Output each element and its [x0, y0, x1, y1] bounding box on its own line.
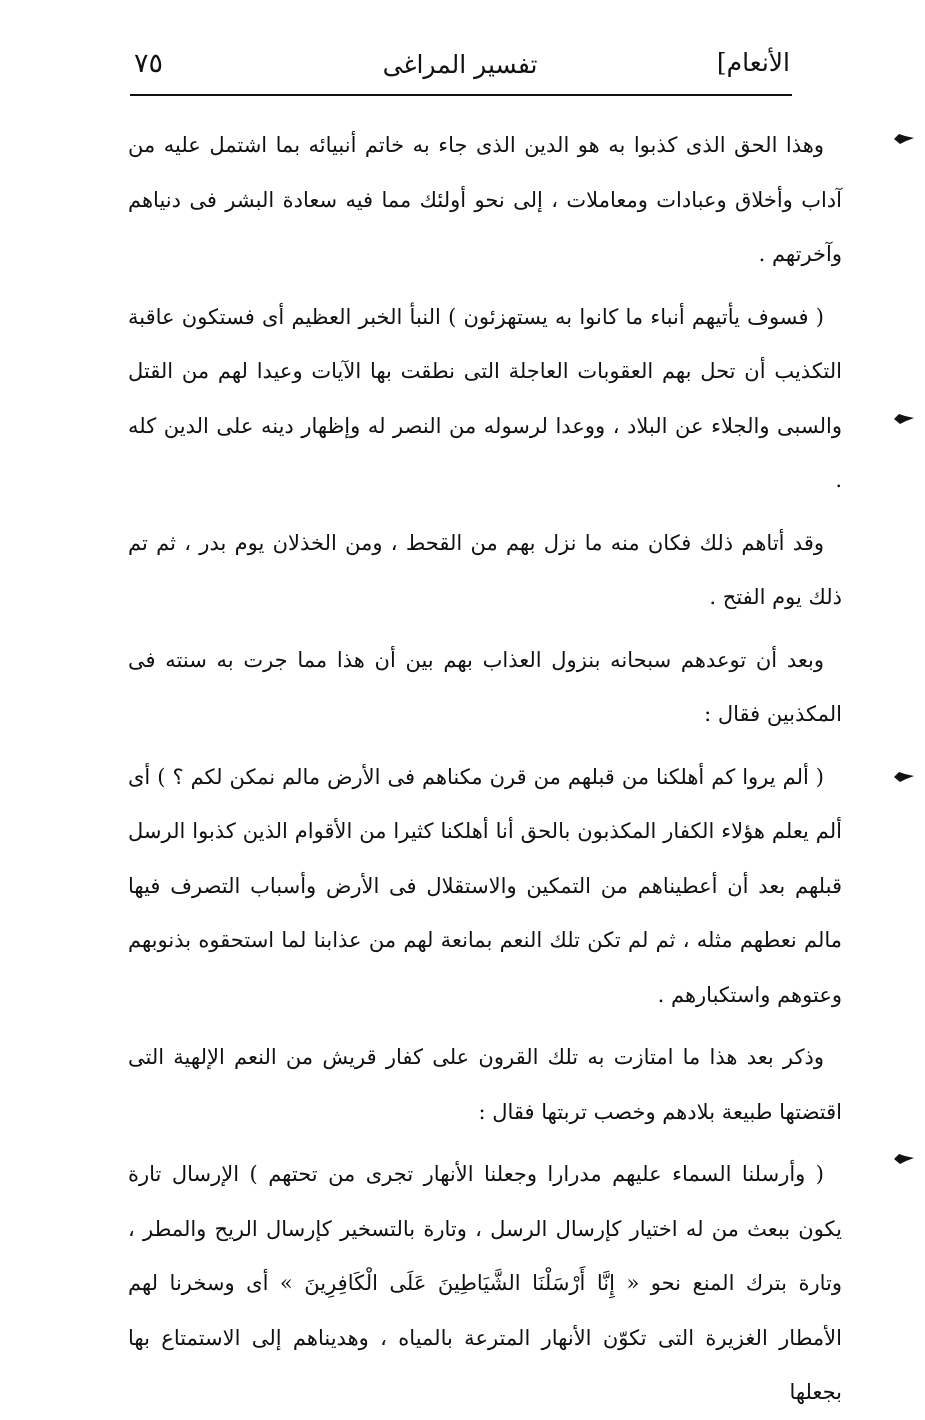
page-header [130, 48, 790, 94]
page-number: ٧٥ [134, 48, 164, 79]
margin-ornament-icon [893, 1152, 915, 1166]
paragraph: وذكر بعد هذا ما امتازت به تلك القرون على كفار قريش من النعم الإلهية التى اقتضتها طبيعة بلادهم وخصب تربتها فقال : [128, 1045, 842, 1124]
paragraph: ( فسوف يأتيهم أنباء ما كانوا به يستهزئون ) النبأ الخبر العظيم أى فستكون عاقبة التكذيب أن تحل بهم العقوبات العاجلة التى نطقت بها الآيات وعيدا لهم من القتل والسبى والجلاء عن البلاد ، ووعدا لرسوله من النصر له وإظهار دينه على الدين كله . [128, 304, 842, 492]
margin-ornament-icon [893, 770, 915, 784]
margin-ornament-icon [893, 412, 915, 426]
paragraph: وبعد أن توعدهم سبحانه بنزول العذاب بهم بين أن هذا مما جرت به سنته فى المكذبين فقال : [128, 647, 842, 726]
paragraph: وقد أتاهم ذلك فكان منه ما نزل بهم من القحط ، ومن الخذلان يوم بدر ، ثم تم ذلك يوم الفتح . [128, 530, 842, 609]
paragraph: وهذا الحق الذى كذبوا به هو الدين الذى جاء به خاتم أنبيائه بما اشتمل عليه من آداب وأخلاق وعبادات ومعاملات ، إلى نحو أولئك مما فيه سعادة البشر فى دنياهم وآخرتهم . [128, 133, 842, 266]
paragraph: ( ألم يروا كم أهلكنا من قبلهم من قرن مكناهم فى الأرض مالم نمكن لكم ؟ ) أى ألم يعلم هؤلاء الكفار المكذبون بالحق أنا أهلكنا كثيرا من الأقوام الذين كذبوا الرسل قبلهم بعد أن أعطيناهم من التمكين والاستقلال فى الأرض وأسباب التصرف فيها مالم نعطهم مثله ، ثم لم تكن تلك النعم بمانعة لهم من عذابنا لما استحقوه بذنوبهم وعتوهم واستكبارهم . [128, 764, 842, 1007]
page-body [128, 118, 842, 1420]
paragraph: ( وأرسلنا السماء عليهم مدرارا وجعلنا الأنهار تجرى من تحتهم ) الإرسال تارة يكون ببعث من له اختيار كإرسال الرسل ، وتارة بالتسخير كإرسال الريح والمطر ، وتارة بترك المنع نحو « إِنَّا أَرْسَلْنَا الشَّيَاطِينَ عَلَى الْكَافِرِينَ » أى وسخرنا لهم الأمطار الغزيرة التى تكوّن الأنهار المترعة بالمياه ، وهديناهم إلى الاستمتاع بها بجعلها [128, 1162, 842, 1404]
book-title: تفسير المراغى [382, 50, 538, 79]
chapter-title: الأنعام] [716, 48, 790, 77]
margin-ornament-icon [893, 132, 915, 146]
header-rule [130, 94, 792, 96]
